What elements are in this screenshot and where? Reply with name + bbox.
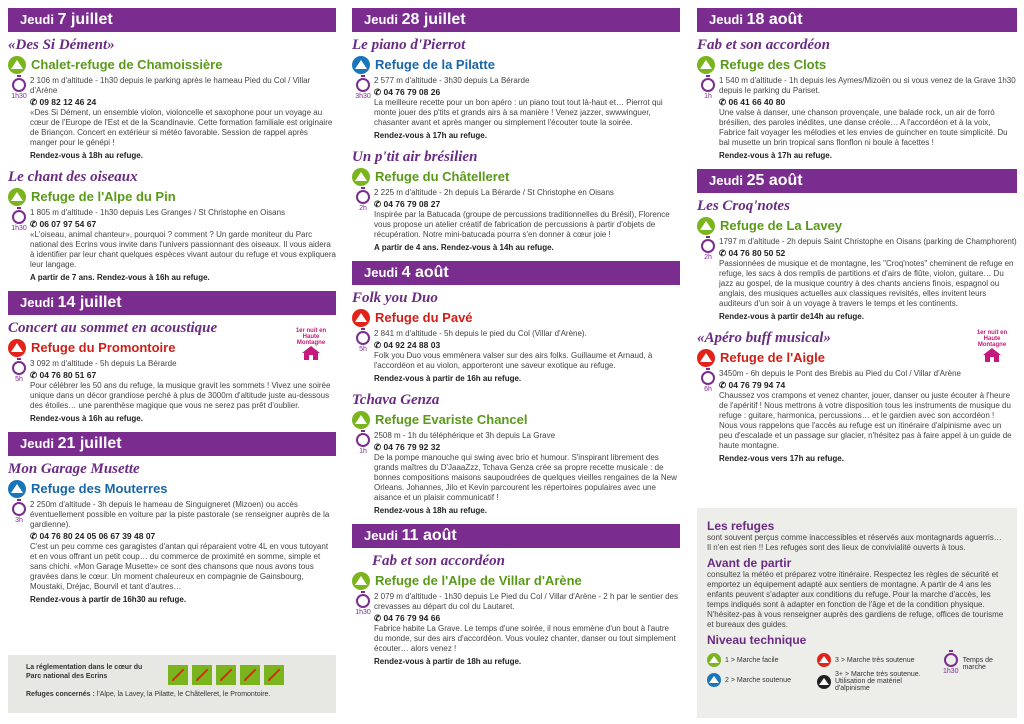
event-title: Un p'tit air brésilien — [352, 149, 478, 165]
rendezvous: Rendez-vous vers 17h au refuge. — [719, 454, 844, 463]
level-1-icon — [352, 168, 370, 186]
phone: ✆ 04 76 80 50 52 — [719, 248, 786, 258]
no-camping-icon — [264, 665, 284, 685]
regulation-list: l'Alpe, la Lavey, la Pilatte, le Châtelleret, le Promontoire. — [96, 691, 271, 698]
event-title: «Apéro buff musical» — [697, 330, 831, 346]
phone-number: 04 76 80 50 52 — [728, 248, 786, 258]
regulation-icons — [168, 665, 288, 685]
level-3-icon — [697, 349, 715, 367]
level-3plus-icon — [817, 675, 831, 689]
event-title: Le chant des oiseaux — [8, 169, 138, 185]
phone-number: 09 82 12 46 24 — [39, 97, 97, 107]
rendezvous: Rendez-vous à partir de14h au refuge. — [719, 312, 864, 321]
level-1-icon — [352, 411, 370, 429]
refuges-heading: Les refuges — [707, 519, 775, 533]
event-description: Folk you Duo vous emmènera valser sur des airs folks. Guillaume et Arnaud, à l'accordéon et au violon, apporteront une saveur exotique au refuge. — [374, 351, 653, 370]
stopwatch-icon — [356, 190, 370, 204]
level-2-icon — [707, 673, 721, 687]
refuge-name: Refuge de l'Alpe de Villar d'Arène — [375, 573, 582, 588]
stopwatch-icon — [701, 239, 715, 253]
event-chamoissiere — [8, 37, 336, 161]
event-title: Concert au sommet en acoustique — [8, 320, 218, 336]
level-1-icon — [8, 56, 26, 74]
phone: ✆ 04 76 79 94 74 — [719, 380, 786, 390]
phone-number: 04 76 79 94 74 — [728, 380, 786, 390]
day-label: Jeudi — [20, 295, 54, 310]
refuge-name: Refuge Evariste Chancel — [375, 412, 528, 427]
duration-text: 2h — [359, 205, 367, 212]
duration-text: 3h30 — [355, 93, 371, 100]
level-3-icon — [352, 309, 370, 327]
refuge-name: Refuge de La Lavey — [720, 218, 843, 233]
temps-label: Temps de marche — [962, 657, 993, 671]
event-title: Fab et son accordéon — [372, 553, 505, 569]
stopwatch-icon — [701, 371, 715, 385]
level-3plus-label: 3+ > Marche très soutenue. Utilisation de matériel d'alpinisme — [835, 671, 921, 692]
day-label: Jeudi — [709, 12, 743, 27]
event-alpe-du-pin — [8, 169, 336, 283]
rendezvous: Rendez-vous à 17h au refuge. — [719, 151, 832, 160]
refuge-name: Chalet-refuge de Chamoissière — [31, 57, 223, 72]
stopwatch-icon — [356, 433, 370, 447]
stopwatch-icon — [12, 502, 26, 516]
altitude-info: 2508 m - 1h du téléphérique et 3h depuis La Grave — [374, 431, 556, 440]
event-title: Le piano d'Pierrot — [352, 37, 466, 53]
phone-number: 04 76 79 08 27 — [383, 199, 441, 209]
no-fire-icon — [216, 665, 236, 685]
level-1-icon — [697, 56, 715, 74]
stopwatch-icon — [12, 210, 26, 224]
altitude-info: 2 250m d'altitude - 3h depuis le hameau de Singuigneret (Mizoen) ou accès éventuellement possible en voiture par la piste pastorale (se renseigner auprès de la gardienne). — [30, 500, 330, 529]
regulation-refuges — [26, 691, 328, 698]
stopwatch-icon — [701, 78, 715, 92]
refuges-info-box — [697, 508, 1017, 718]
level-1-icon — [697, 217, 715, 235]
level-legend — [707, 651, 1007, 693]
duration-text: 2h — [704, 254, 712, 261]
day-label: Jeudi — [709, 173, 743, 188]
day-date: 18 août — [746, 11, 803, 28]
refuges-text: sont souvent perçus comme inaccessibles et réservés aux montagnards aguerris… Il n'en est rien !! Les refuges sont des lieux de convivialité ouverts à tous. — [707, 533, 1002, 552]
regulation-title: La réglementation dans le cœur du Parc national des Ecrins — [26, 664, 143, 680]
level-2-icon — [352, 56, 370, 74]
altitude-info: 2 106 m d'altitude - 1h30 depuis le parking après le hameau Pied du Col / Villar d'Arène — [30, 76, 311, 95]
level-1-icon — [352, 572, 370, 590]
event-promontoire — [8, 320, 336, 424]
rendezvous: Rendez-vous à partir de 16h30 au refuge. — [30, 595, 187, 604]
day-header — [8, 291, 336, 315]
event-description: «L'oiseau, animal chanteur», pourquoi ? comment ? Un garde moniteur du Parc national des Ecrins vous invite dans l'univers passionnant des oiseaux. Il vous aidera à identifier par leur chant quelques espèces vivant autour du refuge et vous expliquera leur langage. — [30, 230, 336, 269]
day-label: Jeudi — [364, 528, 398, 543]
stopwatch-icon — [356, 594, 370, 608]
phone-number: 04 92 24 88 03 — [383, 340, 441, 350]
event-pave — [352, 290, 680, 384]
stopwatch-icon — [356, 331, 370, 345]
badge-text: 1er nuit en Haute Montagne — [976, 330, 1008, 348]
rendezvous: Rendez-vous à 18h au refuge. — [30, 151, 143, 160]
level-3-label: 3 > Marche très soutenue — [835, 656, 915, 664]
rendezvous: Rendez-vous à partir de 18h au refuge. — [374, 657, 522, 666]
phone: ✆ 04 76 80 24 05 06 67 39 48 07 — [30, 531, 156, 541]
event-title: Les Croq'notes — [697, 198, 790, 214]
level-2-label: 2 > Marche soutenue — [725, 676, 791, 684]
altitude-info: 2 577 m d'altitude - 3h30 depuis La Bérarde — [374, 76, 530, 85]
duration-text: 1h30 — [355, 609, 371, 616]
rendezvous: Rendez-vous à 17h au refuge. — [374, 131, 487, 140]
column-2 — [352, 8, 680, 720]
phone-number: 04 76 80 51 67 — [39, 370, 97, 380]
day-date: 11 août — [401, 527, 457, 544]
day-header — [352, 524, 680, 548]
event-description: La meilleure recette pour un bon apéro : un piano tout tout là-haut et… Pierrot qui monte jouer des p'tits et grands airs à sa manière ! Venez jazzer, swwwinguer, chasanter avant et après manger ou simplement l'écouter toute la soirée. — [374, 98, 663, 127]
day-label: Jeudi — [364, 265, 398, 280]
duration-text: 5h — [359, 346, 367, 353]
altitude-info: 1 805 m d'altitude - 1h30 depuis Les Granges / St Christophe en Oisans — [30, 208, 286, 217]
level-3-icon — [817, 653, 831, 667]
rendezvous: A partir de 7 ans. Rendez-vous à 16h au refuge. — [30, 273, 210, 282]
house-icon — [982, 347, 1002, 363]
duration-text: 1h — [704, 93, 712, 100]
event-title: Mon Garage Musette — [8, 461, 140, 477]
phone-number: 04 76 79 94 66 — [383, 613, 441, 623]
altitude-info: 2 841 m d'altitude - 5h depuis le pied du Col (Villar d'Arène). — [374, 329, 587, 338]
day-header — [8, 432, 336, 456]
day-date: 25 août — [746, 172, 803, 189]
stopwatch-icon — [356, 78, 370, 92]
level-2-icon — [8, 480, 26, 498]
event-title: «Des Si Dément» — [8, 37, 115, 53]
rendezvous: Rendez-vous à 16h au refuge. — [30, 414, 143, 423]
event-title: Tchava Genza — [352, 392, 440, 408]
level-1-icon — [707, 653, 721, 667]
duration-text: 1h30 — [11, 225, 27, 232]
phone: ✆ 04 76 79 08 27 — [374, 199, 441, 209]
day-date: 21 juillet — [57, 435, 122, 452]
event-evariste-chancel — [352, 392, 680, 516]
column-1 — [8, 8, 336, 720]
day-date: 7 juillet — [57, 11, 113, 28]
haute-montagne-badge — [969, 330, 1015, 376]
badge-text: 1er nuit en Haute Montagne — [295, 328, 327, 346]
no-picking-icon — [192, 665, 212, 685]
duration-text: 6h — [704, 386, 712, 393]
event-description: Fabrice habite La Grave. Le temps d'une soirée, il nous emmène d'un bout à l'autre du monde, sur des airs d'accordéon. Vous voulez chanter, danser ou tout simplement écouter… alors venez ! — [374, 624, 676, 653]
day-header — [352, 261, 680, 285]
phone: ✆ 06 07 97 54 67 — [30, 219, 97, 229]
phone: ✆ 06 41 66 40 80 — [719, 97, 786, 107]
event-mouterres — [8, 461, 336, 605]
phone-number: 06 41 66 40 80 — [728, 97, 786, 107]
phone-number: 04 76 80 24 05 06 67 39 48 07 — [39, 531, 156, 541]
avant-text: consultez la météo et préparez votre itinéraire. Respectez les règles de sécurité et emportez un équipement adapté aux sentiers de montagne. A partir de 4 ans les enfants peuvent s'adapter aux conditions du refuge. Pour la marche d'accès, les temps indiqués sont à adapter en fonction de l'âge et de la condition physique. N'hésitez-pas à vous renseigner auprès des gardiens de refuge, offices de tourisme et bureaux des guides. — [707, 570, 1004, 629]
phone: ✆ 04 76 80 51 67 — [30, 370, 97, 380]
event-description: Une valse à danser, une chanson provençale, une balade rock, un air de forró brésilien, des paroles inédites, une danse créole… A l'accordéon et à la voix, Fabrice fait voyager les mélodies et les envies de guincher en toute simplicité. Du bal musette un brin tropical sans flonflon ni boule à facettes ! — [719, 108, 1008, 147]
event-description: De la pompe manouche qui swing avec brio et humour. S'inspirant librement des grands maîtres du D'JaaaZzz, Tchava Genza crée sa propre recette musicale : de bonnes compositions maisons saupoudrées de quelques vieilles rengaines de la New Orleans. Johannes, Jilo et Kevin parcourent les répertoires populaires avec une aisance et un plaisir communicatif ! — [374, 453, 677, 502]
duration-text: 3h — [15, 517, 23, 524]
altitude-info: 2 225 m d'altitude - 2h depuis La Bérarde / St Christophe en Oisans — [374, 188, 614, 197]
day-label: Jeudi — [364, 12, 398, 27]
phone: ✆ 04 76 79 94 66 — [374, 613, 441, 623]
event-lavey — [697, 198, 1017, 322]
altitude-info: 3 092 m d'altitude - 5h depuis La Bérarde — [30, 359, 177, 368]
level-3-icon — [8, 339, 26, 357]
refuge-name: Refuge du Promontoire — [31, 340, 176, 355]
refuge-name: Refuge du Châtelleret — [375, 169, 510, 184]
phone: ✆ 04 76 79 08 26 — [374, 87, 441, 97]
niveau-heading: Niveau technique — [707, 633, 807, 647]
no-dog-icon — [168, 665, 188, 685]
phone: ✆ 04 92 24 88 03 — [374, 340, 441, 350]
event-title: Fab et son accordéon — [697, 37, 830, 53]
duration-text: 1h30 — [11, 93, 27, 100]
refuge-name: Refuge des Clots — [720, 57, 827, 72]
event-clots — [697, 37, 1017, 161]
day-header — [697, 169, 1017, 193]
stopwatch-icon — [944, 653, 958, 667]
event-pilatte — [352, 37, 680, 141]
day-header — [352, 8, 680, 32]
event-description: Inspirée par la Batucada (groupe de percussions traditionnelles du Brésil), Florence vous propose un atelier créatif de fabrication de percussions à partir d'objets de récupération. Notre mini-batucada pourra s'en donner à cœur joie ! — [374, 210, 670, 239]
level-1-label: 1 > Marche facile — [725, 656, 779, 664]
event-description: «Des Si Dément, un ensemble violon, violoncelle et saxophone pour un voyage au cœur de l'Europe de l'Est et de la Scandinavie. Cette formation familiale est originaire de Briançon. Concert en extérieur si météo favorable. Session de rappel après manger pour le génépi ! — [30, 108, 333, 147]
stopwatch-icon — [12, 361, 26, 375]
stopwatch-icon — [12, 78, 26, 92]
altitude-info: 2 079 m d'altitude - 1h30 depuis Le Pied du Col / Villar d'Arène - 2 h par le sentier des crevasses au départ du col du Lautaret. — [374, 592, 678, 611]
refuge-name: Refuge de la Pilatte — [375, 57, 495, 72]
phone: ✆ 04 76 79 92 32 — [374, 442, 441, 452]
rendezvous: A partir de 4 ans. Rendez-vous à 14h au refuge. — [374, 243, 554, 252]
avant-heading: Avant de partir — [707, 556, 792, 570]
duration-text: 1h30 — [943, 668, 959, 675]
altitude-info: 1797 m d'altitude - 2h depuis Saint Christophe en Oisans (parking de Champhorent) — [719, 237, 1017, 246]
event-description: Chaussez vos crampons et venez chanter, jouer, danser ou juste écouter à l'heure de l'apéritif ! Nous mettrons à votre disposition tous les instruments de musique du refuge : guitare, harmonica, percussions… et le gardien avec son accordéon ! Nous vous rappelons que l'accès au refuge est un itinéraire d'alpinisme avec un peu d'escalade et un passage sur glacier, n'hésitez pas à faire appel à un guide de haute montagne. — [719, 391, 1012, 450]
day-label: Jeudi — [20, 436, 54, 451]
day-date: 14 juillet — [57, 294, 122, 311]
refuge-name: Refuge de l'Aigle — [720, 350, 825, 365]
regulation-box — [8, 655, 336, 713]
regulation-label: Refuges concernés : — [26, 691, 95, 698]
duration-text: 5h — [15, 376, 23, 383]
phone-number: 06 07 97 54 67 — [39, 219, 97, 229]
day-label: Jeudi — [20, 12, 54, 27]
phone-number: 04 76 79 92 32 — [383, 442, 441, 452]
refuge-name: Refuge du Pavé — [375, 310, 473, 325]
event-title: Folk you Duo — [352, 290, 438, 306]
phone: ✆ 09 82 12 46 24 — [30, 97, 97, 107]
day-date: 4 août — [401, 264, 449, 281]
refuge-name: Refuge des Mouterres — [31, 481, 168, 496]
event-aigle — [697, 330, 1017, 464]
day-header — [8, 8, 336, 32]
day-header — [697, 8, 1017, 32]
altitude-info: 3450m - 6h depuis le Pont des Brebis au Pied du Col / Villar d'Arène — [719, 369, 961, 378]
day-date: 28 juillet — [401, 11, 466, 28]
house-icon — [301, 345, 321, 361]
altitude-info: 1 540 m d'altitude - 1h depuis les Aymes/Mizoën ou si vous venez de la Grave 1h30 depuis le parking du Pariset. — [719, 76, 1016, 95]
event-description: C'est un peu comme ces garagistes d'antan qui réparaient votre 4L en vous tutoyant et en vous offrant un petit coup… du commerce de proximité en somme, simple et sans chichi. «Mon Garage Musette» ce sont des chansons que nous avons tous gravées dans le cœur. Un moment chaleureux en compagnie de Gainsbourg, Moustaki, Dréjac, Bourvil et tant d'autres… — [30, 542, 329, 591]
rendezvous: Rendez-vous à 18h au refuge. — [374, 506, 487, 515]
event-description: Passionnées de musique et de montagne, les "Croq'notes" cheminent de refuge en refuge, les sacs à dos remplis de partitions et d'airs de flûte, violon, guitare… Du jazz au gospel, de la musique country à des chants anciens finois, espagnol ou anglais, des musiques actuelles aux classiques revisités, elles invitent leurs auditeurs d'un soir à un voyage à travers le temps et les continents. — [719, 259, 1014, 308]
phone-number: 04 76 79 08 26 — [383, 87, 441, 97]
column-3 — [697, 8, 1017, 720]
event-alpe-villar — [352, 553, 680, 667]
refuge-name: Refuge de l'Alpe du Pin — [31, 189, 176, 204]
rendezvous: Rendez-vous à partir de 16h au refuge. — [374, 374, 522, 383]
level-1-icon — [8, 188, 26, 206]
duration — [8, 76, 30, 161]
event-chatelleret — [352, 149, 680, 253]
haute-montagne-badge — [288, 328, 334, 374]
no-bike-icon — [240, 665, 260, 685]
event-description: Pour célébrer les 50 ans du refuge, la musique gravit les sommets ! Vivez une soirée unique dans un décor grandiose perché à plus de 3000m d'altitude juste au-dessous des étoiles… une parenthèse magique que vous ne serez pas prêt d'oublier. — [30, 381, 331, 410]
duration-text: 1h — [359, 448, 367, 455]
